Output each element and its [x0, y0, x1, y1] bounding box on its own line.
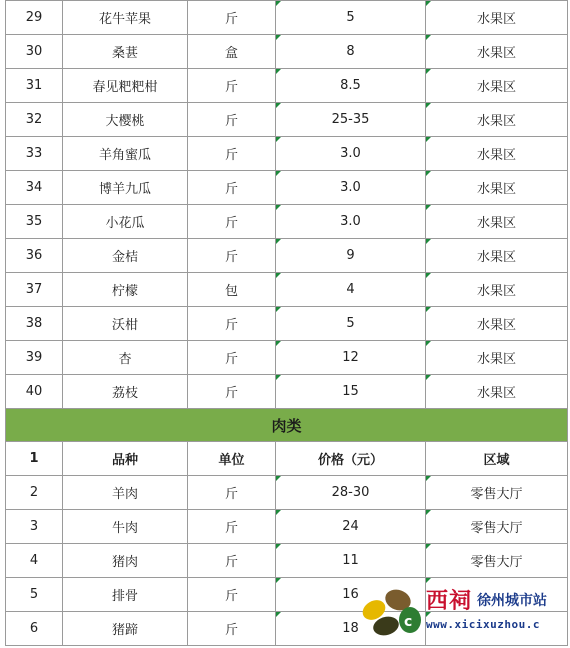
cell-price[interactable]: 5 [276, 307, 426, 341]
cell-area[interactable]: 零售大厅 [426, 544, 568, 578]
cell-unit[interactable]: 斤 [188, 1, 276, 35]
cell-area[interactable]: 水果区 [426, 69, 568, 103]
cell-price[interactable]: 5 [276, 1, 426, 35]
cell-price[interactable]: 4 [276, 273, 426, 307]
cell-area[interactable]: 水果区 [426, 103, 568, 137]
leaf-logo-icon [360, 580, 424, 644]
cell-unit[interactable]: 斤 [188, 375, 276, 409]
cell-price[interactable]: 16 [276, 578, 426, 612]
cell-no[interactable]: 5 [6, 578, 63, 612]
cell-no[interactable]: 39 [6, 341, 63, 375]
cell-unit[interactable]: 斤 [188, 341, 276, 375]
cell-unit[interactable]: 斤 [188, 544, 276, 578]
cell-unit[interactable]: 斤 [188, 103, 276, 137]
cell-no[interactable]: 1 [6, 442, 63, 476]
cell-unit[interactable]: 斤 [188, 510, 276, 544]
section-title[interactable]: 肉类 [6, 409, 568, 442]
cell-price[interactable]: 3.0 [276, 137, 426, 171]
cell-area[interactable]: 水果区 [426, 375, 568, 409]
cell-name[interactable]: 春见粑粑柑 [63, 69, 188, 103]
table-row [6, 375, 568, 409]
cell-area[interactable]: 水果区 [426, 341, 568, 375]
cell-name[interactable]: 小花瓜 [63, 205, 188, 239]
cell-no[interactable]: 4 [6, 544, 63, 578]
cell-price[interactable]: 15 [276, 375, 426, 409]
table-row [6, 137, 568, 171]
cell-name[interactable]: 大樱桃 [63, 103, 188, 137]
table-row [6, 273, 568, 307]
cell-unit[interactable]: 盒 [188, 35, 276, 69]
price-sheet [5, 0, 567, 646]
cell-unit[interactable]: 斤 [188, 239, 276, 273]
cell-name[interactable]: 金桔 [63, 239, 188, 273]
table-header-row [6, 442, 568, 476]
cell-area[interactable]: 零售大厅 [426, 476, 568, 510]
cell-area[interactable]: 水果区 [426, 205, 568, 239]
table-row [6, 171, 568, 205]
cell-name[interactable]: 柠檬 [63, 273, 188, 307]
table-row [6, 1, 568, 35]
svg-text:c: c [404, 614, 413, 630]
table-row [6, 239, 568, 273]
cell-area[interactable]: 水果区 [426, 307, 568, 341]
cell-name[interactable]: 杏 [63, 341, 188, 375]
cell-area[interactable]: 水果区 [426, 35, 568, 69]
cell-no[interactable]: 3 [6, 510, 63, 544]
cell-price[interactable]: 3.0 [276, 171, 426, 205]
cell-unit[interactable]: 斤 [188, 205, 276, 239]
table-row [6, 205, 568, 239]
table-row [6, 307, 568, 341]
cell-price[interactable]: 8.5 [276, 69, 426, 103]
cell-no[interactable]: 6 [6, 612, 63, 646]
cell-name[interactable]: 羊角蜜瓜 [63, 137, 188, 171]
cell-no[interactable]: 32 [6, 103, 63, 137]
cell-price[interactable]: 28-30 [276, 476, 426, 510]
cell-price[interactable]: 18 [276, 612, 426, 646]
table-row [6, 69, 568, 103]
table-row [6, 103, 568, 137]
watermark-subtitle: 徐州城市站 [477, 593, 547, 609]
cell-price[interactable]: 12 [276, 341, 426, 375]
table-row [6, 476, 568, 510]
cell-area[interactable]: 水果区 [426, 171, 568, 205]
table-row [6, 544, 568, 578]
cell-area[interactable]: 区域 [426, 442, 568, 476]
cell-no[interactable]: 37 [6, 273, 63, 307]
cell-unit[interactable]: 斤 [188, 307, 276, 341]
cell-unit[interactable]: 斤 [188, 612, 276, 646]
table-row [6, 510, 568, 544]
cell-unit[interactable]: 斤 [188, 137, 276, 171]
cell-price[interactable]: 24 [276, 510, 426, 544]
cell-unit[interactable]: 斤 [188, 578, 276, 612]
cell-area[interactable]: 水果区 [426, 273, 568, 307]
price-table [5, 0, 568, 646]
cell-area[interactable]: 水果区 [426, 137, 568, 171]
cell-unit[interactable]: 斤 [188, 69, 276, 103]
watermark-url: www.xicixuzhou.c [426, 618, 540, 631]
cell-price[interactable]: 8 [276, 35, 426, 69]
cell-name[interactable]: 猪肉 [63, 544, 188, 578]
cell-no[interactable]: 33 [6, 137, 63, 171]
cell-unit[interactable]: 单位 [188, 442, 276, 476]
cell-no[interactable]: 40 [6, 375, 63, 409]
site-watermark [360, 580, 570, 648]
cell-area[interactable]: 水果区 [426, 1, 568, 35]
cell-no[interactable]: 34 [6, 171, 63, 205]
cell-price[interactable]: 价格（元） [276, 442, 426, 476]
cell-unit[interactable]: 包 [188, 273, 276, 307]
cell-name[interactable]: 荔枝 [63, 375, 188, 409]
cell-name[interactable]: 羊肉 [63, 476, 188, 510]
cell-no[interactable]: 29 [6, 1, 63, 35]
cell-area[interactable]: 零售大厅 [426, 510, 568, 544]
cell-no[interactable]: 30 [6, 35, 63, 69]
cell-name[interactable]: 博羊九瓜 [63, 171, 188, 205]
cell-no[interactable]: 38 [6, 307, 63, 341]
cell-unit[interactable]: 斤 [188, 171, 276, 205]
cell-name[interactable]: 品种 [63, 442, 188, 476]
cell-name[interactable]: 花牛苹果 [63, 1, 188, 35]
cell-name[interactable]: 排骨 [63, 578, 188, 612]
cell-price[interactable]: 3.0 [276, 205, 426, 239]
cell-area[interactable]: 水果区 [426, 239, 568, 273]
table-row [6, 341, 568, 375]
cell-name[interactable]: 桑葚 [63, 35, 188, 69]
section-row-meat [6, 409, 568, 442]
cell-unit[interactable]: 斤 [188, 476, 276, 510]
cell-price[interactable]: 11 [276, 544, 426, 578]
watermark-brand: 西祠 [426, 588, 473, 614]
cell-price[interactable]: 9 [276, 239, 426, 273]
cell-price[interactable]: 25-35 [276, 103, 426, 137]
cell-name[interactable]: 猪蹄 [63, 612, 188, 646]
cell-no[interactable]: 36 [6, 239, 63, 273]
cell-no[interactable]: 31 [6, 69, 63, 103]
cell-name[interactable]: 沃柑 [63, 307, 188, 341]
cell-no[interactable]: 2 [6, 476, 63, 510]
cell-no[interactable]: 35 [6, 205, 63, 239]
table-row [6, 35, 568, 69]
cell-name[interactable]: 牛肉 [63, 510, 188, 544]
